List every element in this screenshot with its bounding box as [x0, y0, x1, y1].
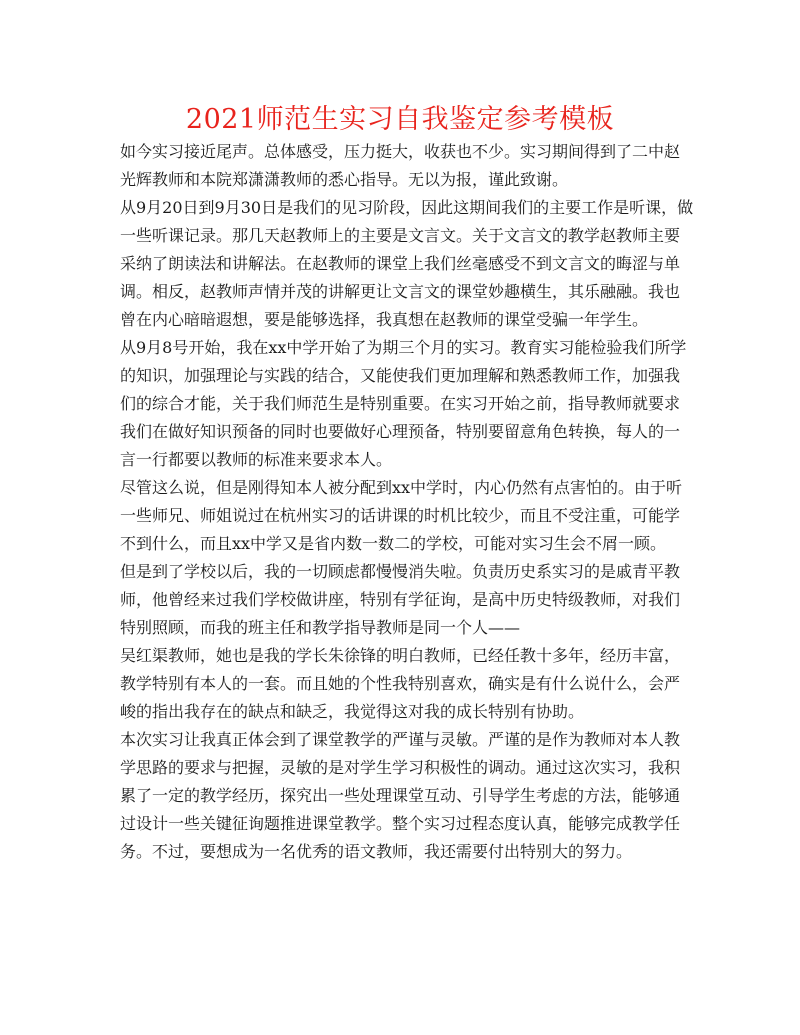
- text-line: 吴红渠教师，她也是我的学长朱徐锋的明白教师，已经任教十多年，经历丰富，: [120, 646, 681, 665]
- text-line: 们的综合才能，关于我们师范生是特别重要。在实习开始之前，指导教师就要求: [120, 394, 681, 413]
- text-line: 调。相反，赵教师声情并茂的讲解更让文言文的课堂妙趣横生，其乐融融。我也: [120, 282, 681, 301]
- text-line: 累了一定的教学经历，探究出一些处理课堂互动、引导学生考虑的方法，能够通: [120, 786, 681, 805]
- document-title: 2021师范生实习自我鉴定参考模板: [185, 104, 615, 135]
- paragraph-4: [120, 474, 683, 558]
- text-line: 光辉教师和本院郑潇潇教师的悉心指导。无以为报，谨此致谢。: [120, 170, 569, 189]
- text-line: 不到什么，而且xx中学又是省内数一数二的学校，可能对实习生会不屑一顾。: [120, 534, 667, 553]
- text-line: 特别照顾，而我的班主任和教学指导教师是同一个人——: [120, 618, 521, 637]
- text-line: 本次实习让我真正体会到了课堂教学的严谨与灵敏。严谨的是作为教师对本人教: [120, 730, 681, 749]
- text-line: 言一行都要以教师的标准来要求本人。: [120, 450, 393, 469]
- text-line: 务。不过，要想成为一名优秀的语文教师，我还需要付出特别大的努力。: [120, 842, 633, 861]
- text-line: 曾在内心暗暗遐想，要是能够选择，我真想在赵教师的课堂受骗一年学生。: [120, 310, 649, 329]
- text-line: 我们在做好知识预备的同时也要做好心理预备，特别要留意角色转换，每人的一: [120, 422, 681, 441]
- paragraph-6: [120, 642, 680, 726]
- paragraph-1: [120, 138, 680, 194]
- text-line: 学思路的要求与把握，灵敏的是对学生学习积极性的调动。通过这次实习，我积: [120, 758, 681, 777]
- text-line: 从9月8号开始，我在xx中学开始了为期三个月的实习。教育实习能检验我们所学: [120, 338, 687, 357]
- document-body: [120, 138, 694, 866]
- text-line: 师，他曾经来过我们学校做讲座，特别有学征询，是高中历史特级教师，对我们: [120, 590, 681, 609]
- text-line: 一些师兄、师姐说过在杭州实习的话讲课的时机比较少，而且不受注重，可能学: [120, 506, 681, 525]
- text-line: 一些听课记录。那几天赵教师上的主要是文言文。关于文言文的教学赵教师主要: [120, 226, 681, 245]
- paragraph-3: [120, 334, 687, 474]
- text-line: 教学特别有本人的一套。而且她的个性我特别喜欢，确实是有什么说什么，会严: [120, 674, 681, 693]
- text-line: 但是到了学校以后，我的一切顾虑都慢慢消失啦。负责历史系实习的是戚青平教: [120, 562, 681, 581]
- text-line: 过设计一些关键征询题推进课堂教学。整个实习过程态度认真，能够完成教学任: [120, 814, 681, 833]
- paragraph-5: [120, 558, 680, 642]
- text-line: 采纳了朗读法和讲解法。在赵教师的课堂上我们丝毫感受不到文言文的晦涩与单: [120, 254, 681, 273]
- text-line: 的知识，加强理论与实践的结合，又能使我们更加理解和熟悉教师工作，加强我: [120, 366, 681, 385]
- text-line: 峻的指出我存在的缺点和缺乏，我觉得这对我的成长特别有协助。: [120, 702, 585, 721]
- text-line: 如今实习接近尾声。总体感受，压力挺大，收获也不少。实习期间得到了二中赵: [120, 142, 681, 161]
- paragraph-7: [120, 726, 680, 866]
- text-line: 从9月20日到9月30日是我们的见习阶段，因此这期间我们的主要工作是听课，做: [120, 198, 694, 217]
- text-line: 尽管这么说，但是刚得知本人被分配到xx中学时，内心仍然有点害怕的。由于听: [120, 478, 683, 497]
- paragraph-2: [120, 194, 694, 334]
